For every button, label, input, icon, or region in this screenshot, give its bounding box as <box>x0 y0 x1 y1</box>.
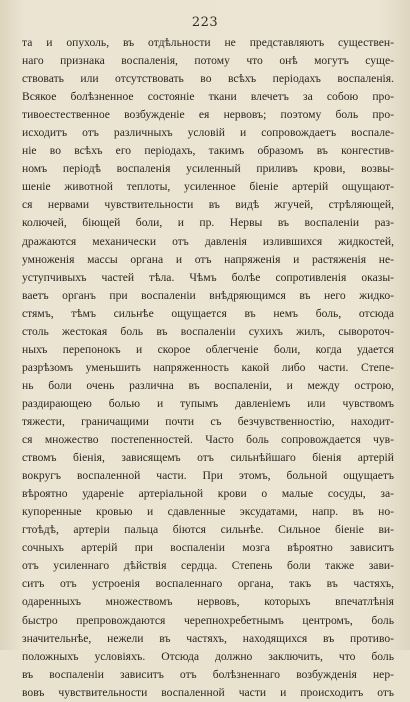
text-line: вѣроятно удареніе артеріальной крови о малые сосуды, за- <box>22 487 394 501</box>
text-line: колючей, біющей боли, и пр. Нервы въ воспаленіи раз- <box>22 216 394 230</box>
text-line: ситъ отъ устроенія воспаленнаго органа, такъ въ частяхъ, <box>22 577 394 591</box>
text-line: ныхъ перепонокъ и скорое облегченіе боли, когда удается <box>22 342 394 356</box>
text-line: раздирающею болью и тупымъ давленіемъ или чувствомъ <box>22 396 394 410</box>
text-line: нь боли очень различна въ воспаленіи, и между острою, <box>22 378 394 392</box>
body-text <box>22 34 394 702</box>
text-line: одаренныхъ множествомъ нервовъ, которыхъ впечатлѣнія <box>22 595 394 609</box>
text-line: положныхъ условіяхъ. Отсюда должно заключить, что боль <box>22 649 394 663</box>
text-line: вокругъ воспаленной части. При этомъ, больной ощущаетъ <box>22 469 394 483</box>
text-line: умноженія массы органа и отъ напряженія и растяженія не- <box>22 252 394 266</box>
text-line: ся нервами чувствительности въ видѣ жгучей, стрѣляющей, <box>22 198 394 212</box>
text-line: дражаются механически отъ давленія излившихся жидкостей, <box>22 234 394 248</box>
text-line: сочныхъ артерій при воспаленіи мозга вѣроятно зависитъ <box>22 541 394 555</box>
text-line: ствомъ біенія, зависящемъ отъ сильнѣйшаго біенія артерій <box>22 451 394 465</box>
text-line: тивоестественное возбужденіе ея нервовъ; поэтому боль про- <box>22 108 394 122</box>
text-line: шеніе животной теплоты, усиленное біеніе артерій ощущают- <box>22 180 394 194</box>
text-line: тяжести, граничащими почти съ безчувственностію, находит- <box>22 414 394 428</box>
text-line: ваетъ органъ при воспаленіи внѣдряющимся въ него жидко- <box>22 288 394 302</box>
text-line: отъ усиленнаго дѣйствія сердца. Степень боли также зави- <box>22 559 394 573</box>
text-line: значительнѣе, нежели въ частяхъ, находящихся въ противо- <box>22 631 394 645</box>
text-line: ся множество постепенностей. Часто боль сопровождается чув- <box>22 433 394 447</box>
text-line: исходитъ отъ различныхъ условій и сопровождаетъ воспале- <box>22 126 394 140</box>
text-line: ствовать или отсутствовать во всѣхъ періодахъ воспаленія. <box>22 72 394 86</box>
text-line: купоренные кровью и сдавленные эксудатами, напр. въ но- <box>22 505 394 519</box>
text-line: номъ періодѣ воспаленія усиленный приливъ крови, возвы- <box>22 162 394 176</box>
text-line: гтоѣдѣ, артеріи пальца біются сильнѣе. Сильное біеніе ви- <box>22 523 394 537</box>
text-line: разрѣзомъ уменьшить напряженность какой либо части. Степе- <box>22 360 394 374</box>
text-line: уступчивыхъ частей тѣла. Чѣмъ болѣе сопротивленія оказы- <box>22 270 394 284</box>
text-line: ніе во всѣхъ его періодахъ, такимъ образомъ въ конгестив- <box>22 144 394 158</box>
text-line: та и опухоль, въ отдѣльности не представляютъ существен- <box>22 36 394 49</box>
text-line: Всякое болѣзненное состояніе ткани влечетъ за собою про- <box>22 90 394 104</box>
text-line: въ воспаленіи зависитъ отъ болѣзненнаго возбужденія нер- <box>22 667 394 681</box>
text-line: быстро препровождаются черепнохребетнымъ центромъ, боль <box>22 613 394 627</box>
text-line: наго признака воспаленія, потому что онѣ могутъ суще- <box>22 54 394 68</box>
text-line: вовъ чувствительности воспаленной части и происходитъ отъ <box>22 685 394 699</box>
page-number: 223 <box>191 15 219 30</box>
text-line: стямъ, тѣмъ сильнѣе ощущается въ немъ боль, отсюда <box>22 306 394 320</box>
text-line: столь жестокая боль въ воспаленіи сухихъ жилъ, сывороточ- <box>22 324 394 338</box>
